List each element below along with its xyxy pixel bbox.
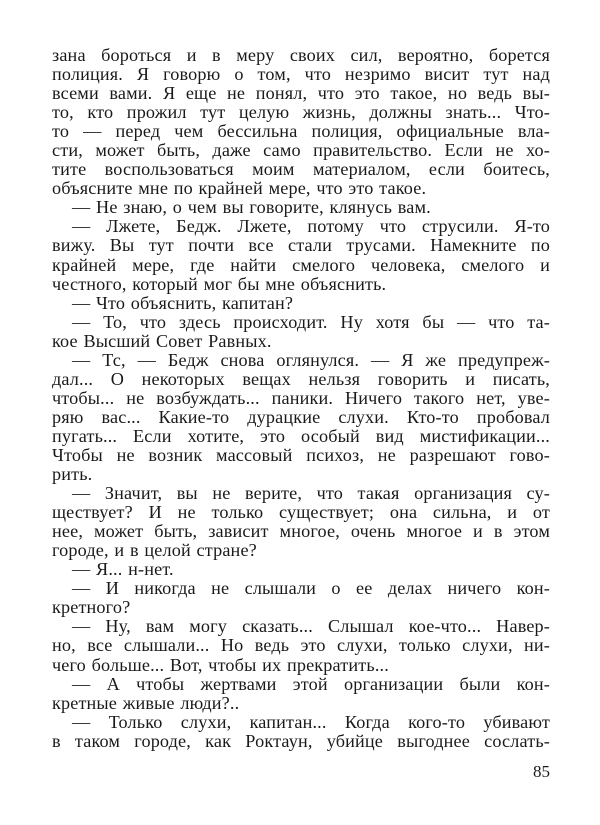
text-line: всеми вами. Я еще не понял, что это такое, но ведь вы- xyxy=(52,83,550,104)
text-line: но, все слышали... Но ведь это слухи, только слухи, ни- xyxy=(52,635,550,656)
dialogue-line: — Не знаю, о чем вы говорите, клянусь вам. xyxy=(72,197,431,218)
text-line: ществует? И не только существует; она сильна, и от xyxy=(52,502,550,523)
text-line: то — перед чем бессильна полиция, официальные вла- xyxy=(52,121,550,142)
page-number: 85 xyxy=(533,762,550,781)
dialogue-line: — Ну, вам могу сказать... Слышал кое-что... Навер- xyxy=(72,616,550,637)
text-line: ряю вас... Какие-то дурацкие слухи. Кто-то пробовал xyxy=(52,406,550,427)
book-page-body xyxy=(52,46,550,751)
dialogue-line: — Тс, — Бедж снова оглянулся. — Я же предупреж- xyxy=(72,349,550,370)
text-line: полиция. Я говорю о том, что незримо висит тут над xyxy=(52,64,550,85)
text-line: тите воспользоваться моим материалом, если боитесь, xyxy=(52,159,550,180)
text-line: рить. xyxy=(52,464,93,485)
text-line: то, кто прожил тут целую жизнь, должны знать... Что- xyxy=(52,102,550,123)
text-line: Чтобы не возник массовый психоз, не разрешают гово- xyxy=(52,444,550,465)
dialogue-line: — Что объяснить, капитан? xyxy=(72,292,294,313)
text-line: кретные живые люди?.. xyxy=(52,692,240,713)
dialogue-line: — Значит, вы не верите, что такая организация су- xyxy=(72,483,550,504)
text-line: чего больше... Вот, чтобы их прекратить... xyxy=(52,654,389,675)
text-line: зана бороться и в меру своих сил, вероятно, борется xyxy=(52,45,550,65)
text-line: дал... О некоторых вещах нельзя говорить и писать, xyxy=(52,368,550,389)
dialogue-line: — Только слухи, капитан... Когда кого-то убивают xyxy=(72,711,550,732)
text-line: честного, который мог бы мне объяснить. xyxy=(52,273,387,294)
text-line: чтобы... не возбуждать... паники. Ничего такого нет, уве- xyxy=(52,387,550,408)
dialogue-line: — То, что здесь происходит. Ну хотя бы — что та- xyxy=(72,311,550,332)
dialogue-line: — Лжете, Бедж. Лжете, потому что струсили. Я-то xyxy=(72,216,550,237)
dialogue-line: — А чтобы жертвами этой организации были кон- xyxy=(72,673,550,694)
text-line: кое Высший Совет Равных. xyxy=(52,330,272,351)
text-line: городе, и в целой стране? xyxy=(52,540,257,561)
text-line: сти, может быть, даже само правительство. Если не хо- xyxy=(52,140,550,161)
text-line: кретного? xyxy=(52,597,131,618)
dialogue-line: — Я... н-нет. xyxy=(72,559,174,580)
text-line: вижу. Вы тут почти все стали трусами. Намекните по xyxy=(52,235,550,256)
dialogue-line: — И никогда не слышали о ее делах ничего кон- xyxy=(72,578,550,599)
text-line: пугать... Если хотите, это особый вид мистификации... xyxy=(52,425,550,446)
text-line: объясните мне по крайней мере, что это такое. xyxy=(52,178,427,199)
text-line: в таком городе, как Роктаун, убийце выгоднее сослать- xyxy=(52,730,550,751)
text-line: нее, может быть, зависит многое, очень многое и в этом xyxy=(52,521,550,542)
text-line: крайней мере, где найти смелого человека, смелого и xyxy=(52,254,550,275)
